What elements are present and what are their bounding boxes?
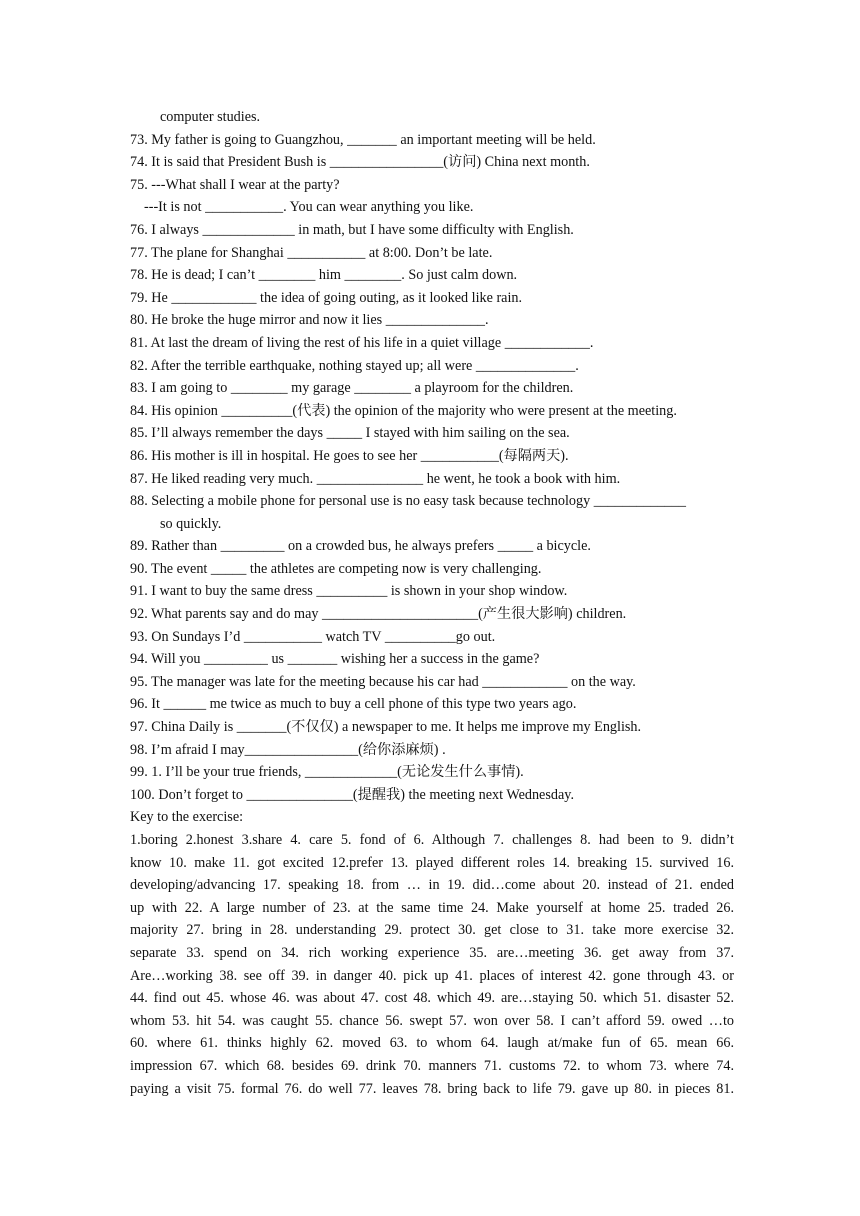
answer-key-line: paying a visit 75. formal 76. do well 77. leaves 78. bring back to life 79. gave up 80. in pieces 81. [130,1080,734,1097]
answer-key-line: majority 27. bring in 28. understanding 29. protect 30. get close to 31. take more exercise 32. [130,922,734,939]
question-line: so quickly. [160,515,222,532]
exercise-text [130,106,734,1100]
answer-key-line: up with 22. A large number of 23. at the same time 24. Make yourself at home 25. traded 26. [130,899,734,916]
answer-key-line: impression 67. which 68. besides 69. drink 70. manners 71. customs 72. to whom 73. where 74. [130,1057,734,1074]
question-line: 90. The event _____ the athletes are competing now is very challenging. [130,560,542,577]
question-line: computer studies. [160,109,261,125]
question-line: 98. I’m afraid I may________________(给你添麻烦) . [130,741,446,758]
answer-key-line: 1.boring 2.honest 3.share 4. care 5. fond of 6. Although 7. challenges 8. had been to 9. didn’t [130,832,734,848]
question-line: 84. His opinion __________(代表) the opinion of the majority who were present at the meeting. [130,402,677,419]
answer-key-line: know 10. make 11. got excited 12.prefer 13. played different roles 14. breaking 15. survived 16. [130,854,734,871]
question-line: 75. ---What shall I wear at the party? [130,176,340,193]
question-line: 86. His mother is ill in hospital. He goes to see her ___________(每隔两天). [130,447,569,464]
question-line: ---It is not ___________. You can wear anything you like. [144,199,474,216]
question-line: 74. It is said that President Bush is ________________(访问) China next month. [130,154,590,171]
question-line: 100. Don’t forget to _______________(提醒我) the meeting next Wednesday. [130,786,574,803]
question-line: 94. Will you _________ us _______ wishing her a success in the game? [130,651,540,668]
answer-key-line: Are…working 38. see off 39. in danger 40. pick up 41. places of interest 42. gone through 43. or [130,967,734,984]
question-line: 80. He broke the huge mirror and now it lies ______________. [130,312,489,329]
question-line: 76. I always _____________ in math, but I have some difficulty with English. [130,221,574,238]
answer-key-heading: Key to the exercise: [130,809,244,826]
question-line: 95. The manager was late for the meeting because his car had ____________ on the way. [130,673,636,690]
answer-key-line: whom 53. hit 54. was caught 55. chance 56. swept 57. won over 58. I can’t afford 59. owed …to [130,1012,734,1029]
answer-key [130,829,734,1100]
question-line: 77. The plane for Shanghai ___________ at 8:00. Don’t be late. [130,244,493,261]
question-line: 92. What parents say and do may ______________________(产生很大影响) children. [130,606,627,623]
question-line: 81. At last the dream of living the rest of his life in a quiet village ____________. [130,334,594,351]
answer-key-line: 60. where 61. thinks highly 62. moved 63. to whom 64. laugh at/make fun of 65. mean 66. [130,1035,734,1052]
question-line: 91. I want to buy the same dress __________ is shown in your shop window. [130,583,568,600]
question-line: 82. After the terrible earthquake, nothing stayed up; all were ______________. [130,357,579,374]
answer-key-line: 44. find out 45. whose 46. was about 47. cost 48. which 49. are…staying 50. which 51. disaster 52. [130,990,734,1007]
question-line: 87. He liked reading very much. _______________ he went, he took a book with him. [130,470,621,487]
question-line: 88. Selecting a mobile phone for personal use is no easy task because technology _____________ [130,493,686,510]
question-line: 85. I’ll always remember the days _____ I stayed with him sailing on the sea. [130,425,570,442]
question-line: 73. My father is going to Guangzhou, _______ an important meeting will be held. [130,131,596,148]
question-line: 78. He is dead; I can’t ________ him ________. So just calm down. [130,267,518,284]
answer-key-line: separate 33. spend on 34. rich working experience 35. are…meeting 36. get away from 37. [130,944,734,961]
question-line: 96. It ______ me twice as much to buy a cell phone of this type two years ago. [130,696,577,713]
question-line: 83. I am going to ________ my garage ________ a playroom for the children. [130,380,574,397]
question-line: 89. Rather than _________ on a crowded bus, he always prefers _____ a bicycle. [130,538,591,555]
answer-key-line: developing/advancing 17. speaking 18. from … in 19. did…come about 20. instead of 21. ended [130,877,734,894]
question-line: 97. China Daily is _______(不仅仅) a newspaper to me. It helps me improve my English. [130,719,642,736]
question-line: 99. 1. I’ll be your true friends, _____________(无论发生什么事情). [130,764,524,781]
question-line: 79. He ____________ the idea of going outing, as it looked like rain. [130,289,523,306]
question-line: 93. On Sundays I’d ___________ watch TV __________go out. [130,628,496,645]
